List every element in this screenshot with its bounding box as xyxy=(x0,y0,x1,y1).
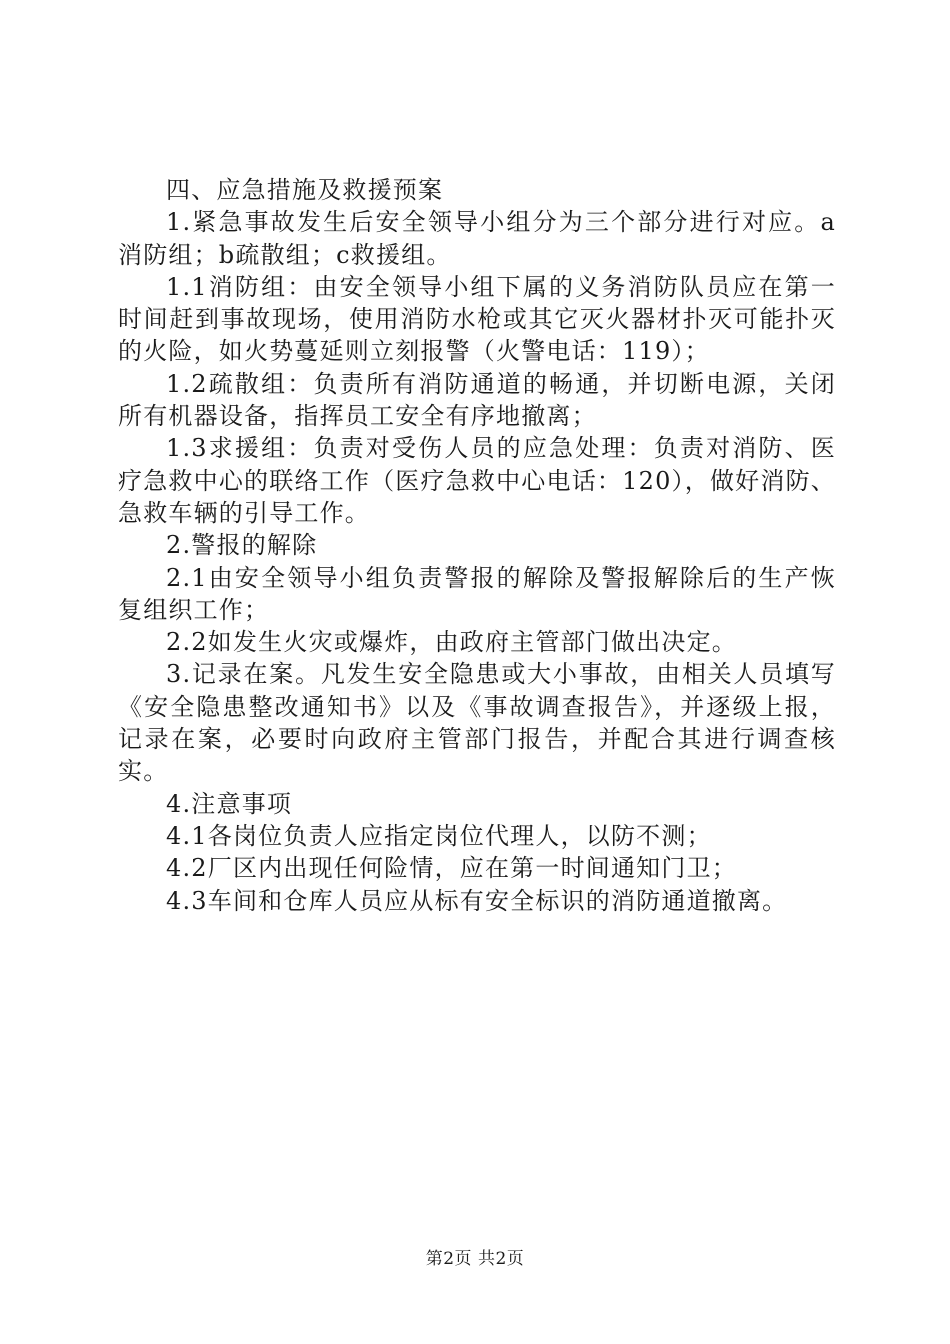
paragraph-4-3: 4.3车间和仓库人员应从标有安全标识的消防通道撤离。 xyxy=(166,886,788,915)
paragraph-1-3: 1.3求援组：负责对受伤人员的应急处理：负责对消防、医疗急救中心的联络工作（医疗急救中心电话：120），做好消防、急救车辆的引导工作。 xyxy=(118,434,836,527)
paragraph-2-1: 2.1由安全领导小组负责警报的解除及警报解除后的生产恢复组织工作； xyxy=(118,563,836,624)
paragraph-4: 4.注意事项 xyxy=(166,789,293,818)
page-number-footer: 第2页 共2页 xyxy=(425,1249,525,1269)
section-heading: 四、应急措施及救援预案 xyxy=(166,176,444,204)
paragraph-4-2: 4.2厂区内出现任何险情，应在第一时间通知门卫； xyxy=(166,854,737,883)
paragraph-2-2: 2.2如发生火灾或爆炸，由政府主管部门做出决定。 xyxy=(166,628,737,657)
paragraph-2: 2.警报的解除 xyxy=(166,531,318,560)
paragraph-1-1: 1.1消防组：由安全领导小组下属的义务消防队员应在第一时间赶到事故现场，使用消防水枪或其它灭火器材扑灭可能扑灭的火险，如火势蔓延则立刻报警（火警电话：119）； xyxy=(118,272,836,366)
paragraph-1-2: 1.2疏散组：负责所有消防通道的畅通，并切断电源，关闭所有机器设备，指挥员工安全有序地撤离； xyxy=(118,369,836,431)
document-body xyxy=(118,174,836,917)
paragraph-1: 1.紧急事故发生后安全领导小组分为三个部分进行对应。a消防组；b疏散组；c救援组。 xyxy=(118,208,836,269)
paragraph-4-1: 4.1各岗位负责人应指定岗位代理人，以防不测； xyxy=(166,821,712,850)
paragraph-3: 3.记录在案。凡发生安全隐患或大小事故，由相关人员填写《安全隐患整改通知书》以及《事故调查报告》，并逐级上报，记录在案，必要时向政府主管部门报告，并配合其进行调查核实。 xyxy=(118,660,836,786)
